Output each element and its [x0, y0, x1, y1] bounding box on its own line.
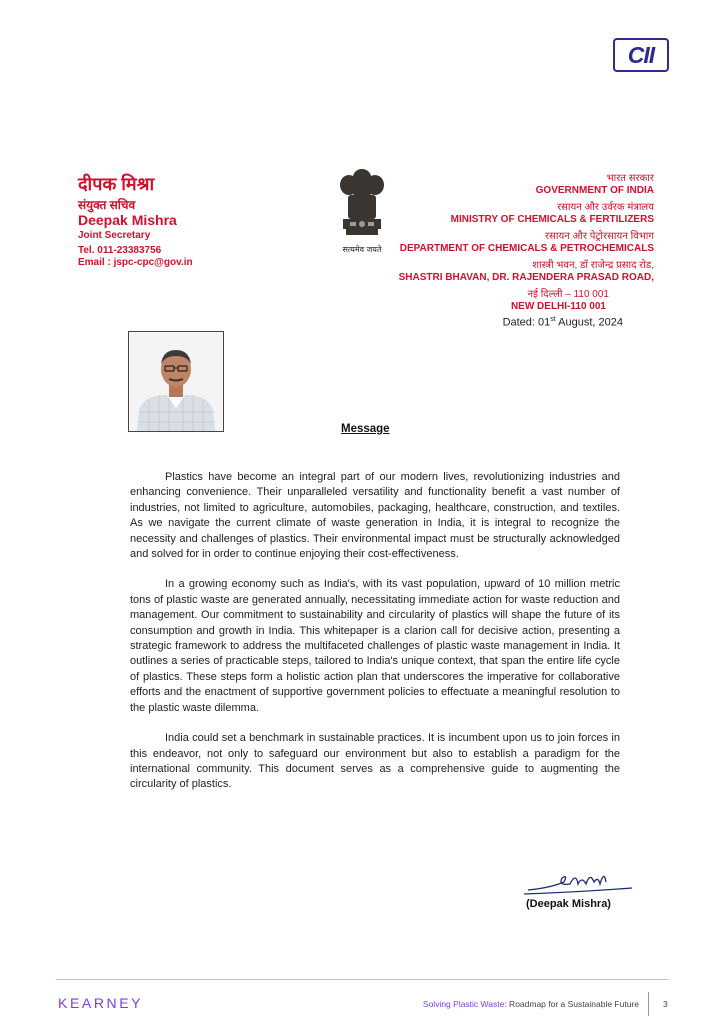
- kearney-logo: KEARNEY: [58, 995, 144, 1011]
- message-body: [130, 470, 620, 808]
- date-sup: st: [550, 316, 556, 323]
- footer-divider: [56, 979, 668, 980]
- cii-logo: [613, 38, 669, 72]
- sender-name: Deepak Mishra: [78, 212, 177, 228]
- message-paragraph: In a growing economy such as India's, with its vast population, upward of 10 million metric tons of plastic waste are generated annually, necessitating immediate action for waste reduction and management. Our commitment to sustainability and circularity of plastics will shape the future of its consumption and growth in India. This whitepaper is a clarion call for decisive action, presenting a strategic framework to address the multifaceted challenges of plastic waste management in India. It outlines a series of practicable steps, tailored to India's unique context, that span the entire life cycle of plastics. These steps form a holistic action plan that underscores the imperative for collaborative efforts and the enactment of supportive government policies to effectuate a meaningful resolution to the plastic waste dilemma.: [130, 578, 620, 714]
- national-emblem-icon: [332, 163, 392, 253]
- date-suffix: August, 2024: [555, 316, 623, 329]
- address-line: भारत सरकार: [606, 173, 654, 184]
- sender-photo: [128, 331, 224, 432]
- sender-name-hindi: दीपक मिश्रा: [78, 174, 155, 194]
- date-line: [503, 316, 623, 329]
- address-line: शास्त्री भवन, डॉ राजेन्द्र प्रसाद रोड,: [532, 260, 654, 271]
- address-line: रसायन और उर्वरक मंत्रालय: [557, 202, 654, 213]
- message-title: Message: [341, 423, 390, 435]
- signature-name: (Deepak Mishra): [526, 898, 611, 910]
- sender-email[interactable]: Email : jspc-cpc@gov.in: [78, 257, 193, 268]
- page-number: 3: [663, 999, 668, 1009]
- address-line: MINISTRY OF CHEMICALS & FERTILIZERS: [450, 214, 654, 225]
- address-line: NEW DELHI-110 001: [510, 301, 606, 312]
- sender-title: Joint Secretary: [78, 230, 151, 241]
- address-line: GOVERNMENT OF INDIA: [535, 185, 654, 196]
- footer-title-rest: Roadmap for a Sustainable Future: [506, 999, 639, 1009]
- address-line: DEPARTMENT OF CHEMICALS & PETROCHEMICALS: [399, 243, 654, 254]
- date-prefix: Dated: 01: [502, 316, 551, 329]
- address-line: नई दिल्ली – 110 001: [527, 289, 609, 300]
- footer-title-accent: Solving Plastic Waste:: [422, 999, 507, 1009]
- portrait-image-icon: [129, 332, 223, 431]
- address-line: रसायन और पेट्रोरसायन विभाग: [545, 231, 654, 242]
- footer-separator: [648, 992, 649, 1016]
- footer-report-title: [423, 999, 639, 1009]
- emblem-motto: सत्यमेव जयते: [342, 245, 382, 254]
- sender-title-hindi: संयुक्त सचिव: [78, 198, 136, 212]
- cii-logo-text: CII: [627, 41, 655, 68]
- message-paragraph: Plastics have become an integral part of our modern lives, revolutionizing industries and enhancing convenience. Their unparalleled versatility and functionality benefit a vast number of industries, not limited to agriculture, automobiles, packaging, healthcare, construction, and textiles. As we navigate the current climate of waste generation in India, it is integral to recognize the necessity and challenges of plastics. Their environmental impact must be structurally acknowledged and solved for in order to continue enjoying their cost-effectiveness.: [130, 471, 620, 561]
- address-line: SHASTRI BHAVAN, DR. RAJENDERA PRASAD ROAD,: [398, 272, 654, 283]
- message-paragraph: India could set a benchmark in sustainable practices. It is incumbent upon us to join forces in this endeavor, not only to safeguard our environment but also to establish a paradigm for the international community. This document serves as a comprehensive guide to augmenting the circularity of plastics.: [130, 732, 620, 791]
- sender-tel: Tel. 011-23383756: [78, 245, 162, 256]
